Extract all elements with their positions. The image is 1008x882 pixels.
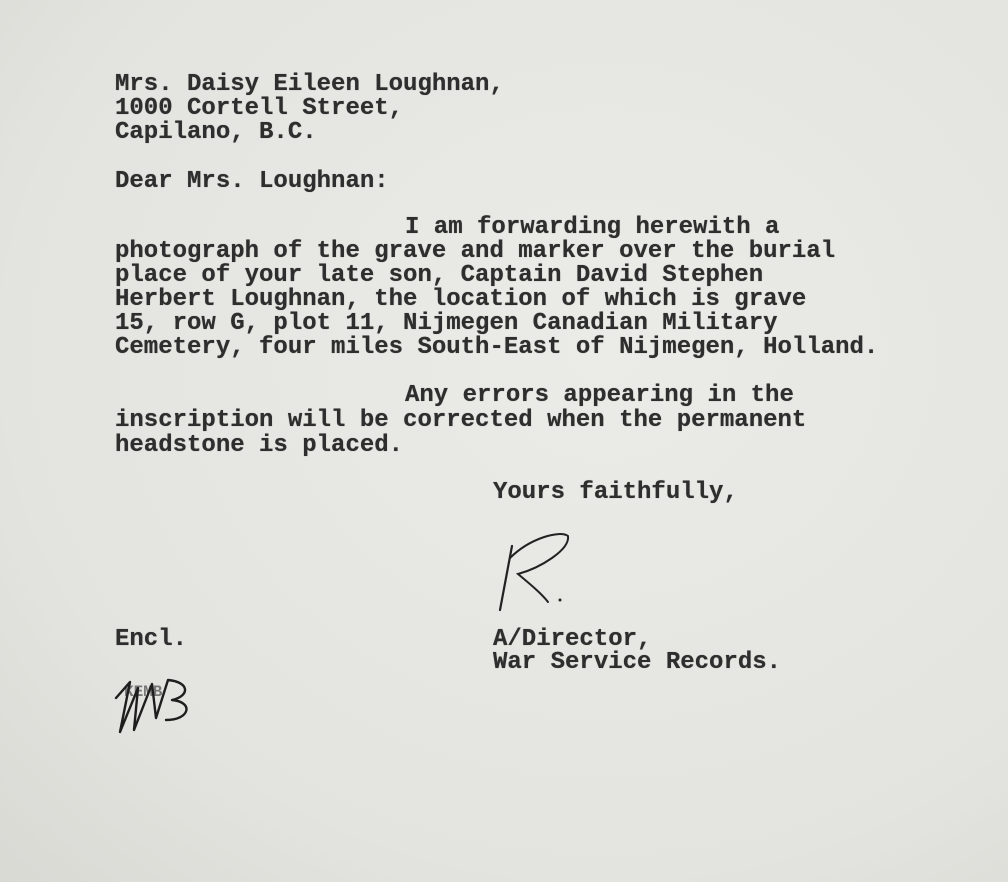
paragraph1-line: Herbert Loughnan, the location of which is grave	[115, 286, 807, 313]
recipient-street: 1000 Cortell Street,	[115, 95, 404, 122]
paragraph2-line: headstone is placed.	[115, 432, 404, 459]
closing: Yours faithfully,	[493, 479, 738, 506]
paragraph1-line: photograph of the grave and marker over the burial	[115, 238, 836, 265]
salutation: Dear Mrs. Loughnan:	[115, 168, 389, 195]
typist-initials-handwritten	[110, 668, 200, 738]
paragraph1-line: 15, row G, plot 11, Nijmegen Canadian Military	[115, 310, 778, 337]
recipient-city: Capilano, B.C.	[115, 119, 317, 146]
handwritten-signature	[490, 528, 580, 618]
enclosure-note: Encl.	[115, 626, 188, 653]
paragraph2-line: inscription will be corrected when the permanent	[115, 407, 807, 434]
svg-text:KEMB: KEMB	[124, 683, 163, 701]
paragraph1-line: Cemetery, four miles South-East of Nijmegen, Holland.	[115, 334, 879, 361]
signer-title: A/Director,	[493, 626, 652, 653]
signer-department: War Service Records.	[493, 649, 782, 676]
paragraph1-line: place of your late son, Captain David Stephen	[115, 262, 764, 289]
paragraph1-line: I am forwarding herewith a	[405, 214, 780, 241]
recipient-name: Mrs. Daisy Eileen Loughnan,	[115, 71, 504, 98]
paragraph2-line: Any errors appearing in the	[405, 382, 794, 409]
